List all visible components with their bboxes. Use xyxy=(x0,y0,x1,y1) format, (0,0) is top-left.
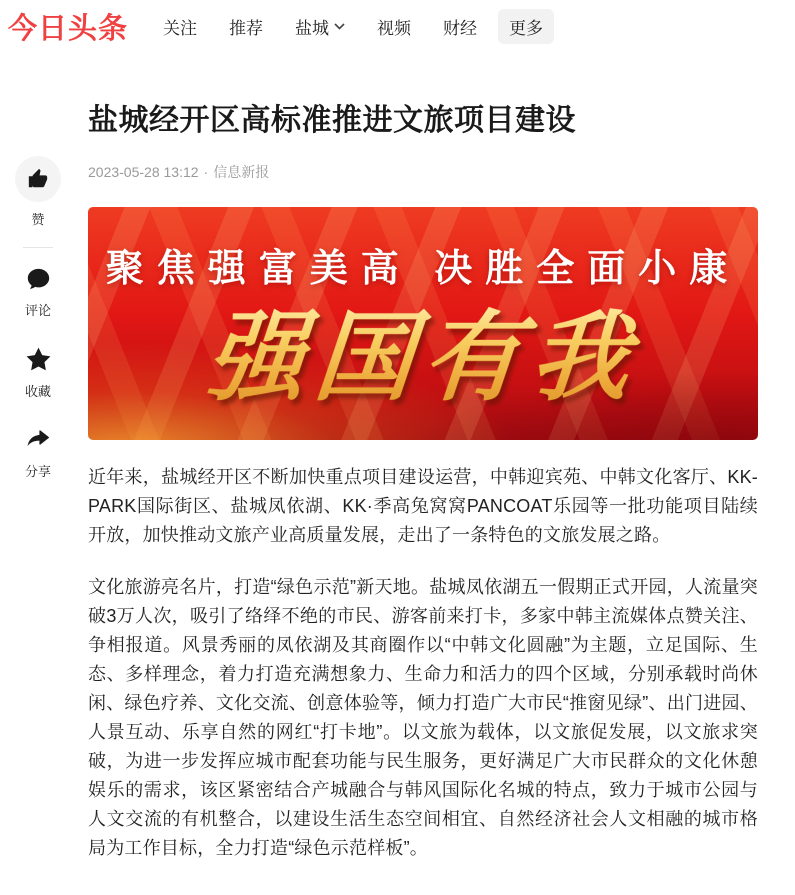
page-title: 盐城经开区高标准推进文旅项目建设 xyxy=(88,104,576,137)
banner-image[interactable] xyxy=(88,207,758,440)
toutiao-logo[interactable]: 今日头条 xyxy=(8,12,129,45)
nav-item-label: 推荐 xyxy=(229,18,264,38)
nav-item-finance[interactable] xyxy=(432,9,488,44)
meta-separator: · xyxy=(203,164,209,180)
like-circle[interactable] xyxy=(15,156,61,202)
nav-item-label: 盐城 xyxy=(295,18,330,38)
rail-divider xyxy=(23,247,53,248)
nav-item-label: 视频 xyxy=(377,18,412,38)
nav-item-label: 关注 xyxy=(163,18,198,38)
publish-time: 2023-05-28 13:12 xyxy=(88,164,199,180)
favorite-label: 收藏 xyxy=(24,384,51,399)
nav-item-more[interactable] xyxy=(498,9,554,44)
nav-item-recommend[interactable] xyxy=(218,9,274,44)
article-paragraph: 文化旅游亮名片，打造“绿色示范”新天地。盐城凤依湖五一假期正式开园，人流量突破3万人次，吸引了络绎不绝的市民、游客前来打卡，多家中韩主流媒体点赞关注、争相报道。风景秀丽的凤依湖及其商圈作以“中韩文化圆融”为主题，立足国际、生态、多样理念，着力打造充满想象力、生命力和活力的四个区域，分别承载时尚休闲、绿色疗养、文化交流、创意体验等，倾力打造广大市民“推窗见绿”、出门进园、人景互动、乐享自然的网红“打卡地”。以文旅为载体，以文旅促发展，以文旅求突破，为进一步发挥应城市配套功能与民生服务，更好满足广大市民群众的文化休憩娱乐的需求，该区紧密结合产城融合与韩风国际化名城的特点，致力于城市公园与人文交流的有机整合，以建设生活生态空间相宜、自然经济社会人文相融的城市格局为工作目标，全力打造“绿色示范样板”。 xyxy=(88,577,758,858)
comment-label: 评论 xyxy=(24,303,51,318)
comment-icon xyxy=(25,266,52,293)
nav-item-label: 财经 xyxy=(443,18,478,38)
favorite-button[interactable] xyxy=(24,345,53,400)
article-meta xyxy=(88,162,758,182)
thumbs-up-icon xyxy=(27,168,49,190)
share-icon xyxy=(24,426,52,454)
nav-item-label: 更多 xyxy=(509,18,544,38)
nav-menu xyxy=(152,9,554,44)
like-button[interactable] xyxy=(15,156,61,228)
nav-item-video[interactable] xyxy=(366,9,422,44)
article xyxy=(88,100,758,863)
action-rail xyxy=(14,156,62,480)
star-icon xyxy=(24,345,53,374)
banner-main-text: 强国有我 xyxy=(88,295,758,420)
source-name[interactable]: 信息新报 xyxy=(213,164,270,180)
share-label: 分享 xyxy=(24,464,51,479)
share-button[interactable] xyxy=(24,426,52,480)
article-paragraph: 近年来，盐城经开区不断加快重点项目建设运营，中韩迎宾苑、中韩文化客厅、KK-PARK国际街区、盐城凤依湖、KK·季高兔窝窝PANCOAT乐园等一批功能项目陆续开放，加快推动文旅产业高质量发展，走出了一条特色的文旅发展之路。 xyxy=(88,467,758,545)
nav-item-follow[interactable] xyxy=(152,9,208,44)
comment-button[interactable] xyxy=(25,266,52,319)
top-nav xyxy=(0,0,795,52)
chevron-down-icon xyxy=(334,23,345,30)
banner-slogan-text: 聚焦强富美高 决胜全面小康 xyxy=(105,248,741,290)
nav-item-yancheng[interactable] xyxy=(284,9,356,44)
like-label: 赞 xyxy=(31,212,45,227)
